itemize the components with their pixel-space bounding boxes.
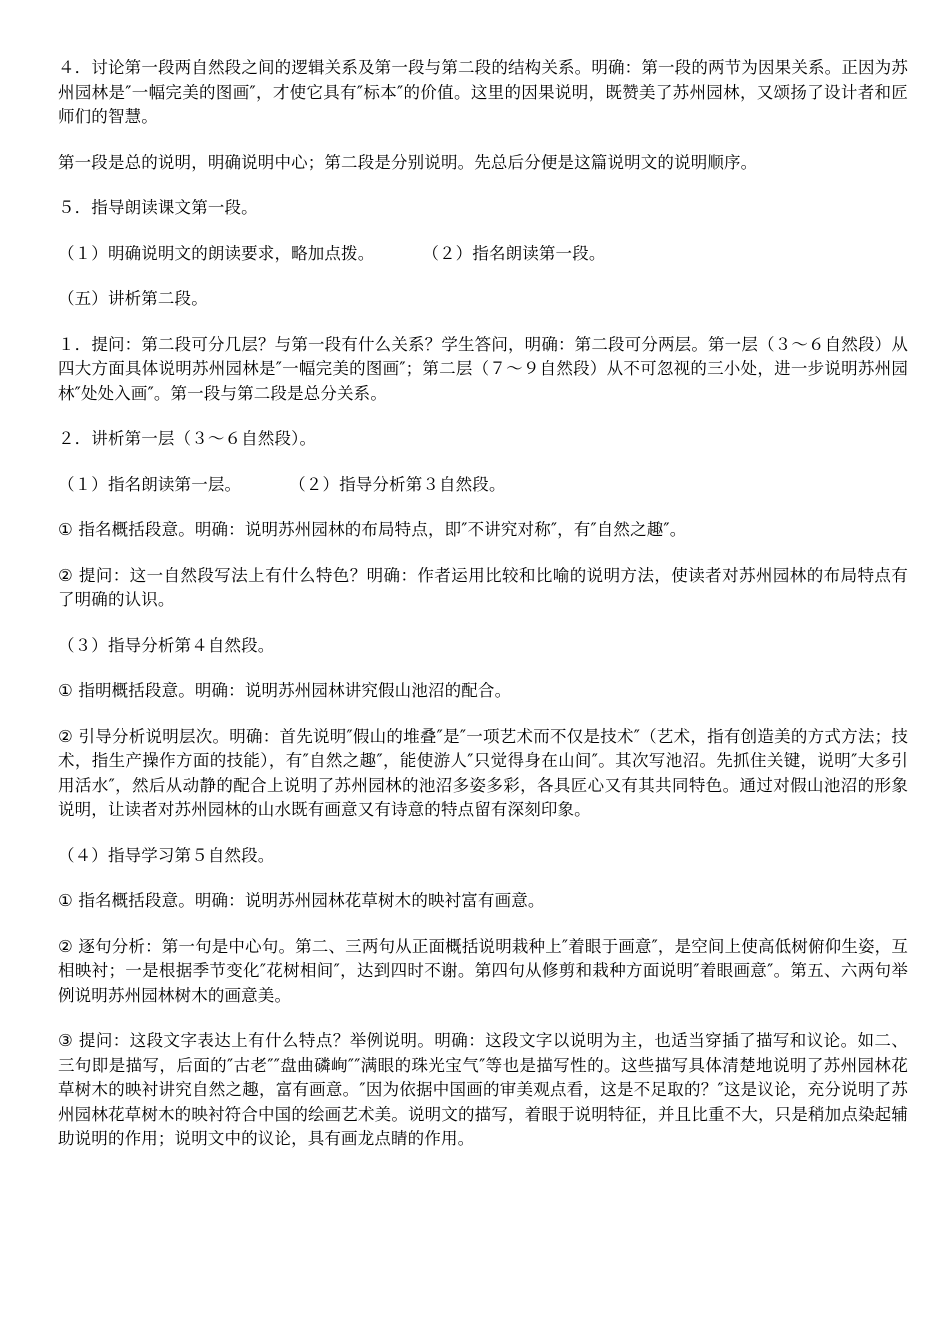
pair-right-text: （２）指名朗读第一段。 xyxy=(422,243,606,263)
paragraph-item-2-b: ② 引导分析说明层次。明确：首先说明″假山的堆叠″是″一项艺术而不仅是技术″（艺术，指有创造美的方式方法；技术，指生产操作方面的技能），有″自然之趣″，能使游人″只觉得身在山间″。其次写池沼。先抓住关键，说明″大多引用活水″，然后从动静的配合上说明了苏州园林的池沼多姿多彩，各具匠心又有其共同特色。通过对假山池沼的形象说明，让读者对苏州园林的山水既有画意又有诗意的特点留有深刻印象。 xyxy=(58,726,908,819)
paragraph-item-2: ② 提问：这一自然段写法上有什么特色？明确：作者运用比较和比喻的说明方法，使读者对苏州园林的布局特点有了明确的认识。 xyxy=(58,565,908,609)
paragraph-structure-summary: 第一段是总的说明，明确说明中心；第二段是分别说明。先总后分便是这篇说明文的说明顺序。 xyxy=(58,152,758,172)
paragraph-question-1: １．提问：第二段可分几层？与第一段有什么关系？学生答问，明确：第二段可分两层。第一层（３～６自然段）从四大方面具体说明苏州园林是″一幅完美的图画″；第二层（７～９自然段）从不可忽视的三小处，进一步说明苏州园林″处处入画″。第一段与第二段是总分关系。 xyxy=(58,334,908,403)
paragraph-item-3-c: ③ 提问：这段文字表达上有什么特点？举例说明。明确：这段文字以说明为主，也适当穿插了描写和议论。如二、三句即是描写，后面的″古老″″盘曲磷峋″″满眼的珠光宝气″等也是描写性的。这些描写具体清楚地说明了苏州园林花草树木的映衬讲究自然之趣，富有画意。″因为依据中国画的审美观点看，这是不足取的？″这是议论，充分说明了苏州园林花草树木的映衬符合中国的绘画艺术美。说明文的描写，着眼于说明特征，并且比重不大，只是稍加点染起辅助说明的作用；说明文中的议论，具有画龙点睛的作用。 xyxy=(58,1031,908,1148)
pair-left-text: （１）明确说明文的朗读要求，略加点拨。 xyxy=(58,243,375,263)
section-heading-5: （五）讲析第二段。 xyxy=(58,289,208,308)
pair-left-text: （１）指名朗读第一层。 xyxy=(58,474,242,494)
paragraph-item-1: ① 指名概括段意。明确：说明苏州园林的布局特点，即″不讲究对称″，有″自然之趣″。 xyxy=(58,520,687,539)
paragraph-subheading-3: （３）指导分析第４自然段。 xyxy=(58,635,275,655)
paragraph-reading-guide-5: ５．指导朗读课文第一段。 xyxy=(58,198,258,217)
paragraph-item-1-b: ① 指明概括段意。明确：说明苏州园林讲究假山池沼的配合。 xyxy=(58,681,512,700)
document-page xyxy=(58,56,908,1173)
paragraph-item-1-c: ① 指名概括段意。明确：说明苏州园林花草树木的映衬富有画意。 xyxy=(58,891,545,910)
paragraph-item-2-c: ② 逐句分析：第一句是中心句。第二、三两句从正面概括说明栽种上″着眼于画意″，是空间上使高低树俯仰生姿，互相映衬；一是根据季节变化″花树相间″，达到四时不谢。第四句从修剪和栽种方面说明″着眼画意″。第五、六两句举例说明苏州园林树木的画意美。 xyxy=(58,936,908,1005)
paragraph-subheading-4: （４）指导学习第５自然段。 xyxy=(58,845,275,865)
paragraph-discussion-4: ４．讨论第一段两自然段之间的逻辑关系及第一段与第二段的结构关系。明确：第一段的两节为因果关系。正因为苏州园林是″一幅完美的图画″，才使它具有″标本″的价值。这里的因果说明，既赞美了苏州园林，又颂扬了设计者和匠师们的智慧。 xyxy=(58,58,908,126)
paragraph-pair-reading xyxy=(58,242,908,267)
paragraph-pair-analysis xyxy=(58,473,908,498)
paragraph-analysis-2: ２．讲析第一层（３～６自然段）。 xyxy=(58,429,317,448)
pair-right-text: （２）指导分析第３自然段。 xyxy=(289,474,506,494)
